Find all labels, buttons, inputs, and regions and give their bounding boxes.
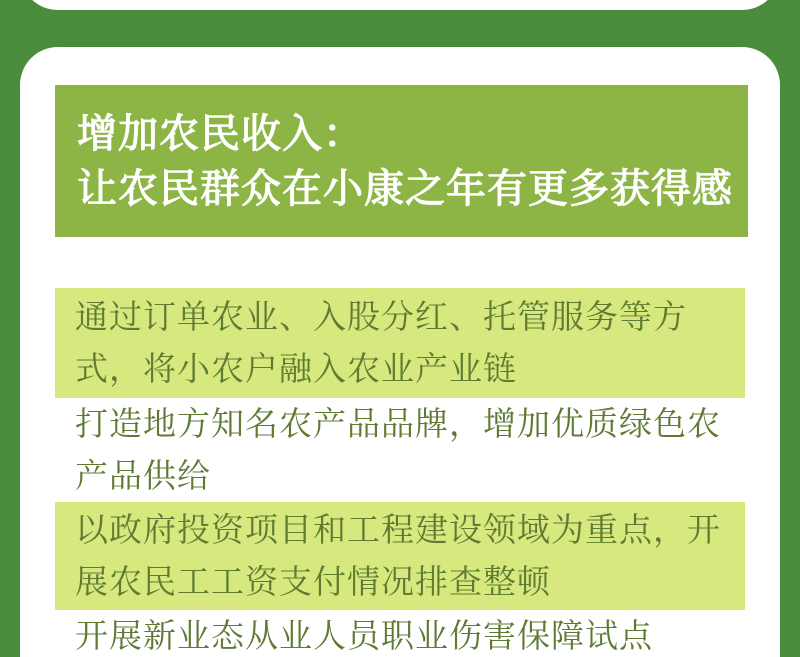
section-title-line-2: 让农民群众在小康之年有更多获得感: [77, 167, 733, 211]
list-item-text: 通过订单农业、入股分红、托管服务等方式，将小农户融入农业产业链: [75, 298, 687, 387]
list-item-text: 开展新业态从业人员职业伤害保障试点: [75, 617, 653, 654]
content-card: [20, 47, 780, 657]
list-item-text: 打造地方知名农产品品牌，增加优质绿色农产品供给: [75, 405, 721, 494]
previous-card-bottom-edge: [20, 0, 780, 10]
list-item: [55, 502, 745, 610]
measures-list: [55, 288, 745, 657]
list-item-text: 以政府投资项目和工程建设领域为重点，开展农民工工资支付情况排查整顿: [75, 511, 721, 600]
list-item: [55, 610, 745, 657]
section-title-banner: [55, 85, 748, 237]
list-item: [55, 288, 745, 398]
section-title-line-1: 增加农民收入：: [77, 112, 364, 156]
list-item: [55, 398, 745, 502]
